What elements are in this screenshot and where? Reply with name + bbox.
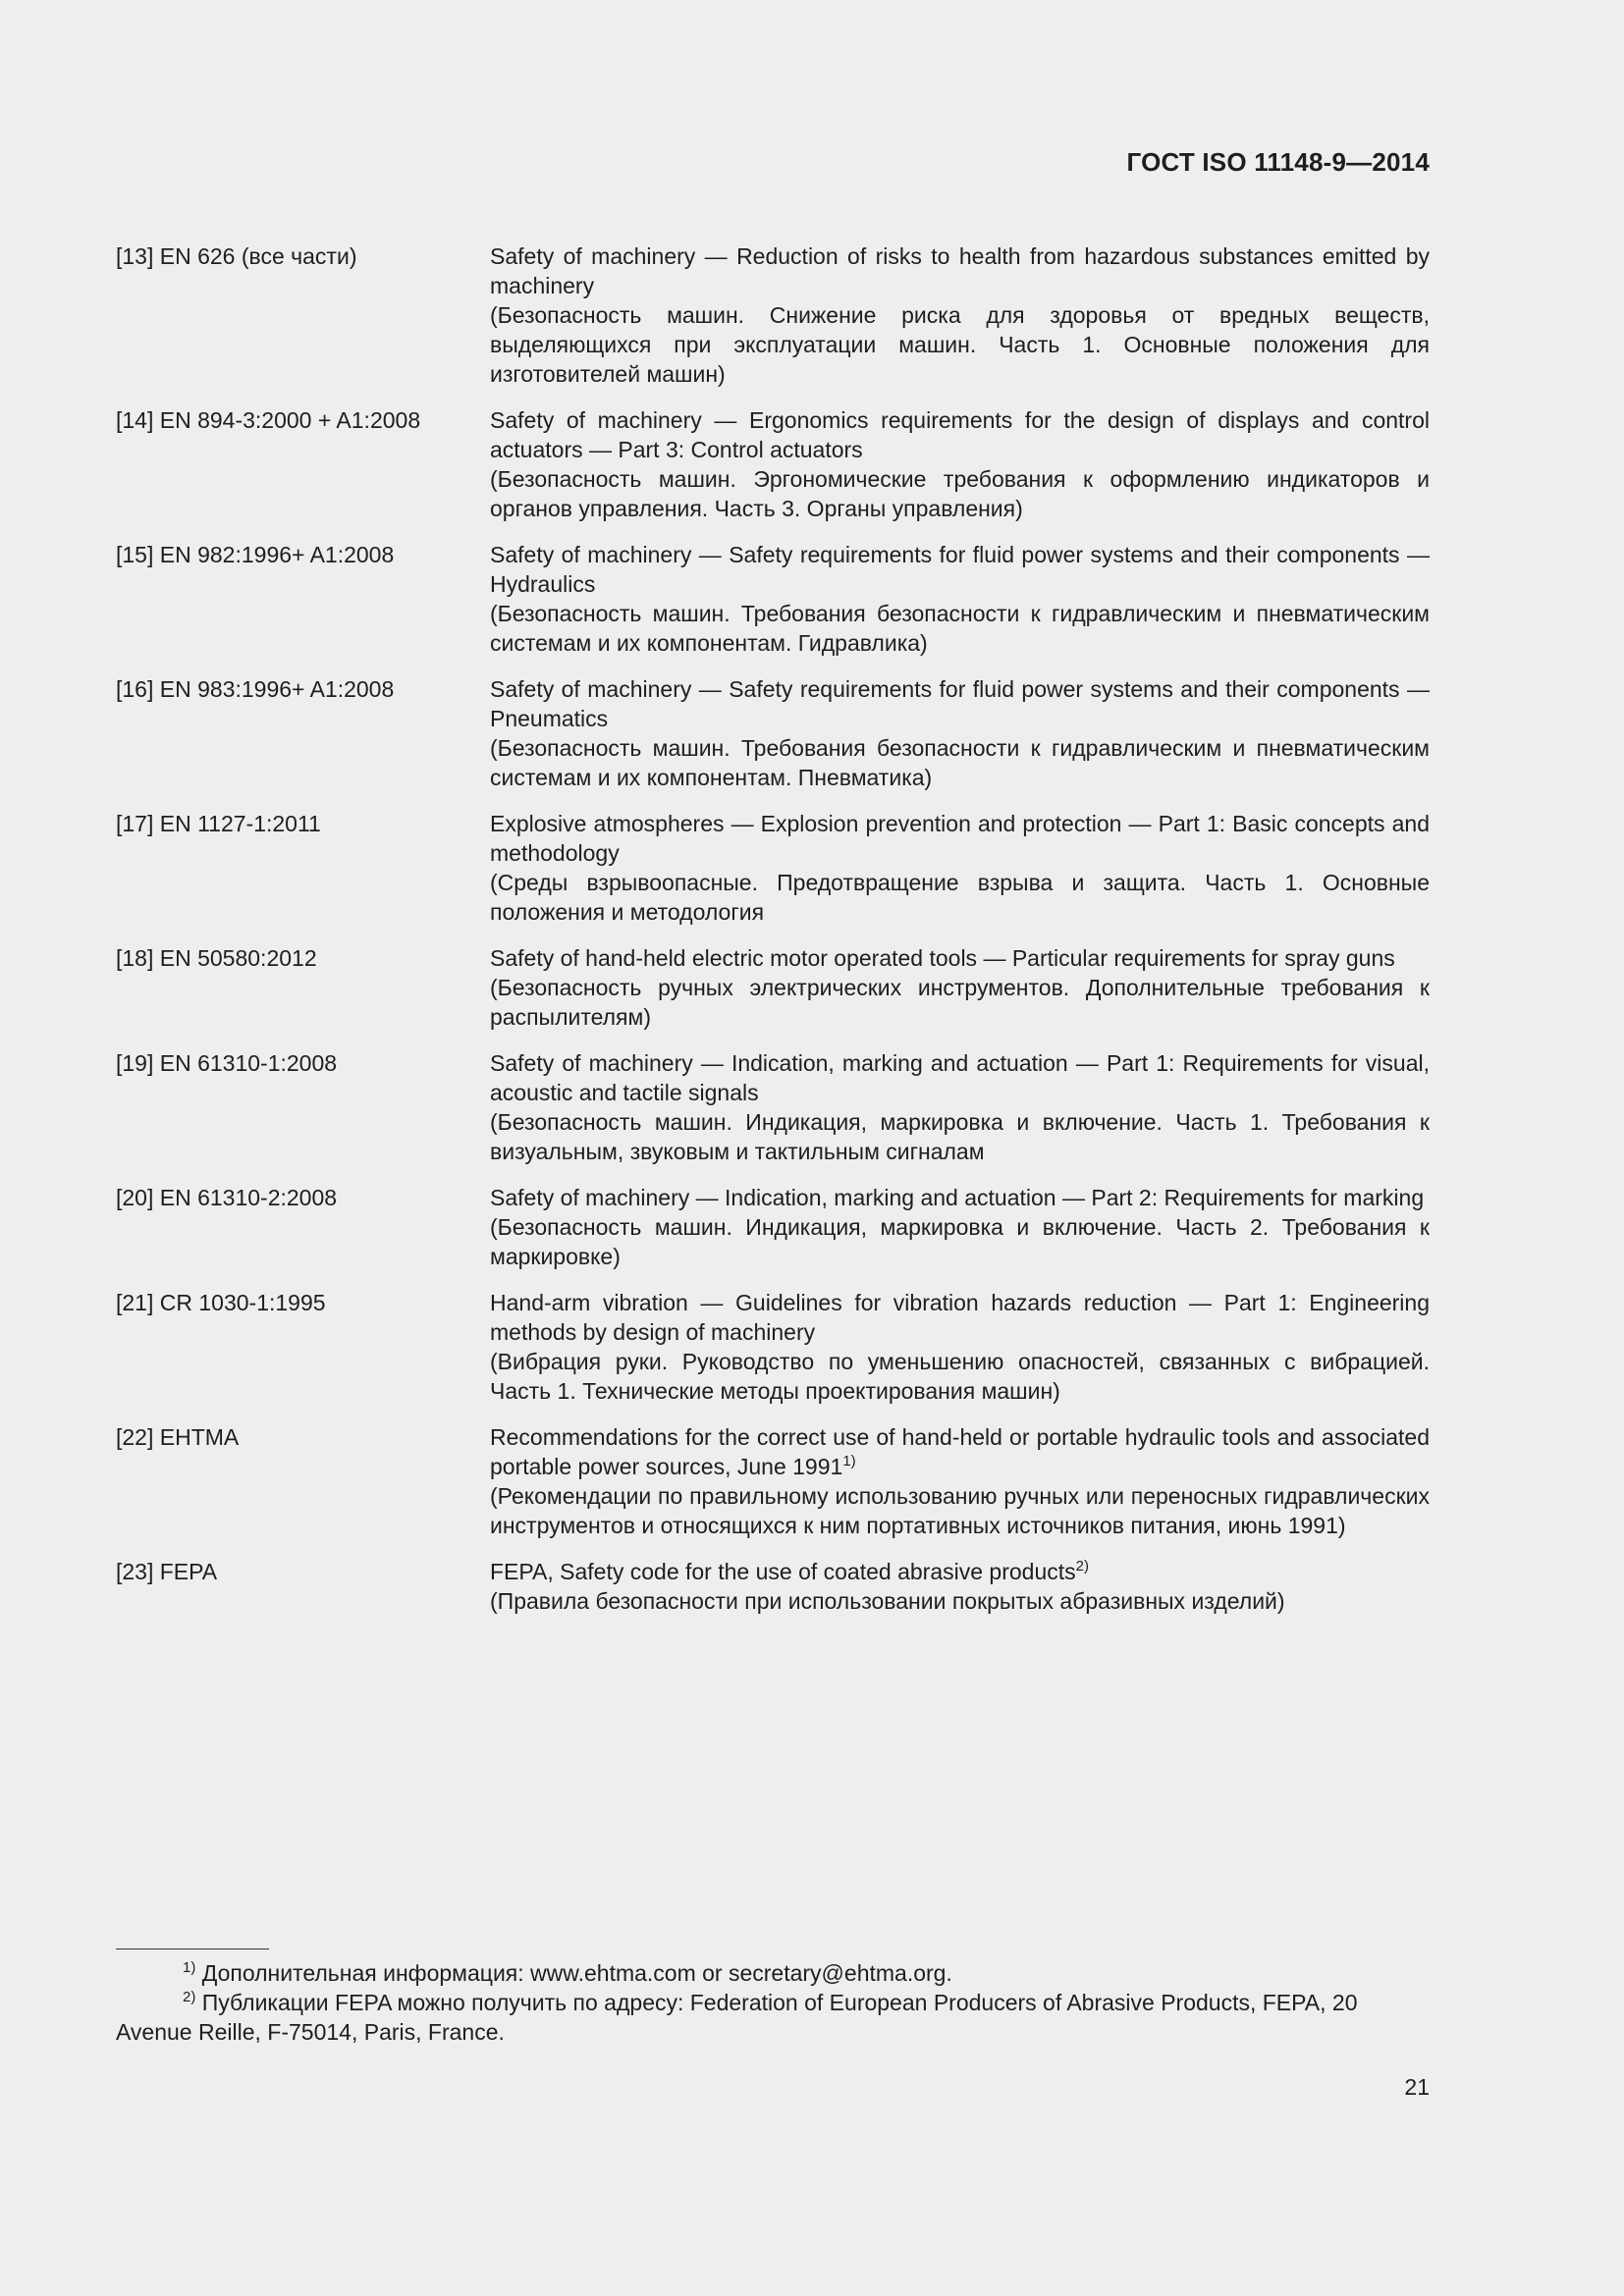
bibliography-entry <box>116 1183 1430 1271</box>
reference-title-en: Safety of machinery — Indication, marking and actuation — Part 2: Requirements for marking <box>490 1185 1425 1210</box>
reference-title-ru: (Безопасность машин. Индикация, маркировка и включение. Часть 1. Требования к визуальным, звуковым и тактильным сигналам <box>490 1109 1430 1164</box>
reference-title-en: Safety of hand-held electric motor operated tools — Particular requirements for spray guns <box>490 945 1395 971</box>
footnote <box>116 1958 1430 1988</box>
bibliography-entry <box>116 1557 1430 1616</box>
bibliography-entry <box>116 405 1430 523</box>
reference-title-ru: (Безопасность машин. Снижение риска для здоровья от вредных веществ, выделяющихся при эксплуатации машин. Часть 1. Основные положения для изготовителей машин) <box>490 302 1430 387</box>
reference-title-en: Hand-arm vibration — Guidelines for vibration hazards reduction — Part 1: Engineering methods by design of machinery <box>490 1290 1430 1345</box>
reference-title-en: Safety of machinery — Reduction of risks to health from hazardous substances emitted by machinery <box>490 243 1430 298</box>
reference-body <box>490 809 1430 927</box>
footnote-text: Дополнительная информация: www.ehtma.com or secretary@ehtma.org. <box>195 1960 952 1986</box>
reference-title-en: Explosive atmospheres — Explosion prevention and protection — Part 1: Basic concepts and methodology <box>490 811 1430 866</box>
reference-body <box>490 540 1430 658</box>
page-number: 21 <box>1404 2074 1430 2100</box>
bibliography-entry <box>116 241 1430 389</box>
reference-title-en: Safety of machinery — Indication, marking and actuation — Part 1: Requirements for visual, acoustic and tactile signals <box>490 1050 1430 1105</box>
bibliography-list <box>116 241 1430 1632</box>
reference-title-ru: (Среды взрывоопасные. Предотвращение взрыва и защита. Часть 1. Основные положения и методология <box>490 870 1430 925</box>
reference-id: [16] EN 983:1996+ A1:2008 <box>116 676 395 702</box>
reference-body <box>490 241 1430 389</box>
bibliography-entry <box>116 1422 1430 1540</box>
reference-body <box>490 1183 1430 1271</box>
bibliography-entry <box>116 1048 1430 1166</box>
reference-title-text: Recommendations for the correct use of hand-held or portable hydraulic tools and associated portable power sources, June 1991 <box>490 1424 1430 1479</box>
bibliography-entry <box>116 540 1430 658</box>
bibliography-entry <box>116 1288 1430 1406</box>
reference-id: [18] EN 50580:2012 <box>116 945 317 971</box>
footnote-mark: 1) <box>183 1959 196 1976</box>
reference-title-en: Safety of machinery — Ergonomics requirements for the design of displays and control actuators — Part 3: Control actuators <box>490 407 1430 462</box>
footnote-text: Публикации FEPA можно получить по адресу: Federation of European Producers of Abrasive Products, FEPA, 20 Avenue Reille, F-75014, Paris, France. <box>116 1990 1358 2045</box>
reference-title-ru: (Безопасность машин. Требования безопасности к гидравлическим и пневматическим системам и их компонентам. Пневматика) <box>490 735 1430 790</box>
reference-body <box>490 1048 1430 1166</box>
reference-id: [19] EN 61310-1:2008 <box>116 1050 338 1076</box>
document-header: ГОСТ ISO 11148-9—2014 <box>1126 147 1430 177</box>
reference-title-en: Safety of machinery — Safety requirements for fluid power systems and their components — Pneumatics <box>490 676 1430 731</box>
reference-body <box>490 943 1430 1032</box>
footnotes <box>116 1958 1430 2047</box>
reference-body <box>490 1288 1430 1406</box>
footnote-mark: 2) <box>183 1989 196 2005</box>
reference-title-ru: (Безопасность машин. Эргономические требования к оформлению индикаторов и органов управления. Часть 3. Органы управления) <box>490 466 1430 521</box>
reference-title-ru: (Рекомендации по правильному использованию ручных или переносных гидравлических инструментов и относящихся к ним портативных источников питания, июнь 1991) <box>490 1483 1430 1538</box>
reference-title-ru: (Безопасность ручных электрических инструментов. Дополнительные требования к распылителям) <box>490 975 1430 1030</box>
bibliography-entry <box>116 943 1430 1032</box>
reference-id: [23] FEPA <box>116 1559 218 1584</box>
reference-body <box>490 405 1430 523</box>
bibliography-entry <box>116 809 1430 927</box>
reference-id: [17] EN 1127-1:2011 <box>116 811 321 836</box>
reference-body <box>490 1422 1430 1540</box>
reference-id: [20] EN 61310-2:2008 <box>116 1185 338 1210</box>
reference-title-ru: (Правила безопасности при использовании покрытых абразивных изделий) <box>490 1588 1285 1614</box>
reference-body <box>490 674 1430 792</box>
footnote-marker: 1) <box>842 1453 856 1469</box>
reference-id: [22] EHTMA <box>116 1424 240 1450</box>
reference-title-text: FEPA, Safety code for the use of coated abrasive products <box>490 1559 1076 1584</box>
reference-title-ru: (Безопасность машин. Требования безопасности к гидравлическим и пневматическим системам и их компонентам. Гидравлика) <box>490 601 1430 656</box>
reference-id: [13] EN 626 (все части) <box>116 243 357 269</box>
reference-title-en <box>490 1557 1430 1586</box>
reference-title-ru: (Безопасность машин. Индикация, маркировка и включение. Часть 2. Требования к маркировке) <box>490 1214 1430 1269</box>
reference-id: [14] EN 894-3:2000 + A1:2008 <box>116 407 421 433</box>
bibliography-entry <box>116 674 1430 792</box>
reference-title-ru: (Вибрация руки. Руководство по уменьшению опасностей, связанных с вибрацией. Часть 1. Технические методы проектирования машин) <box>490 1349 1430 1404</box>
reference-body <box>490 1557 1430 1616</box>
reference-id: [15] EN 982:1996+ A1:2008 <box>116 542 395 567</box>
footnote <box>116 1988 1430 2047</box>
footnote-marker: 2) <box>1075 1558 1089 1575</box>
reference-id: [21] CR 1030-1:1995 <box>116 1290 326 1315</box>
reference-title-en <box>490 1422 1430 1481</box>
reference-title-en: Safety of machinery — Safety requirements for fluid power systems and their components — Hydraulics <box>490 542 1430 597</box>
